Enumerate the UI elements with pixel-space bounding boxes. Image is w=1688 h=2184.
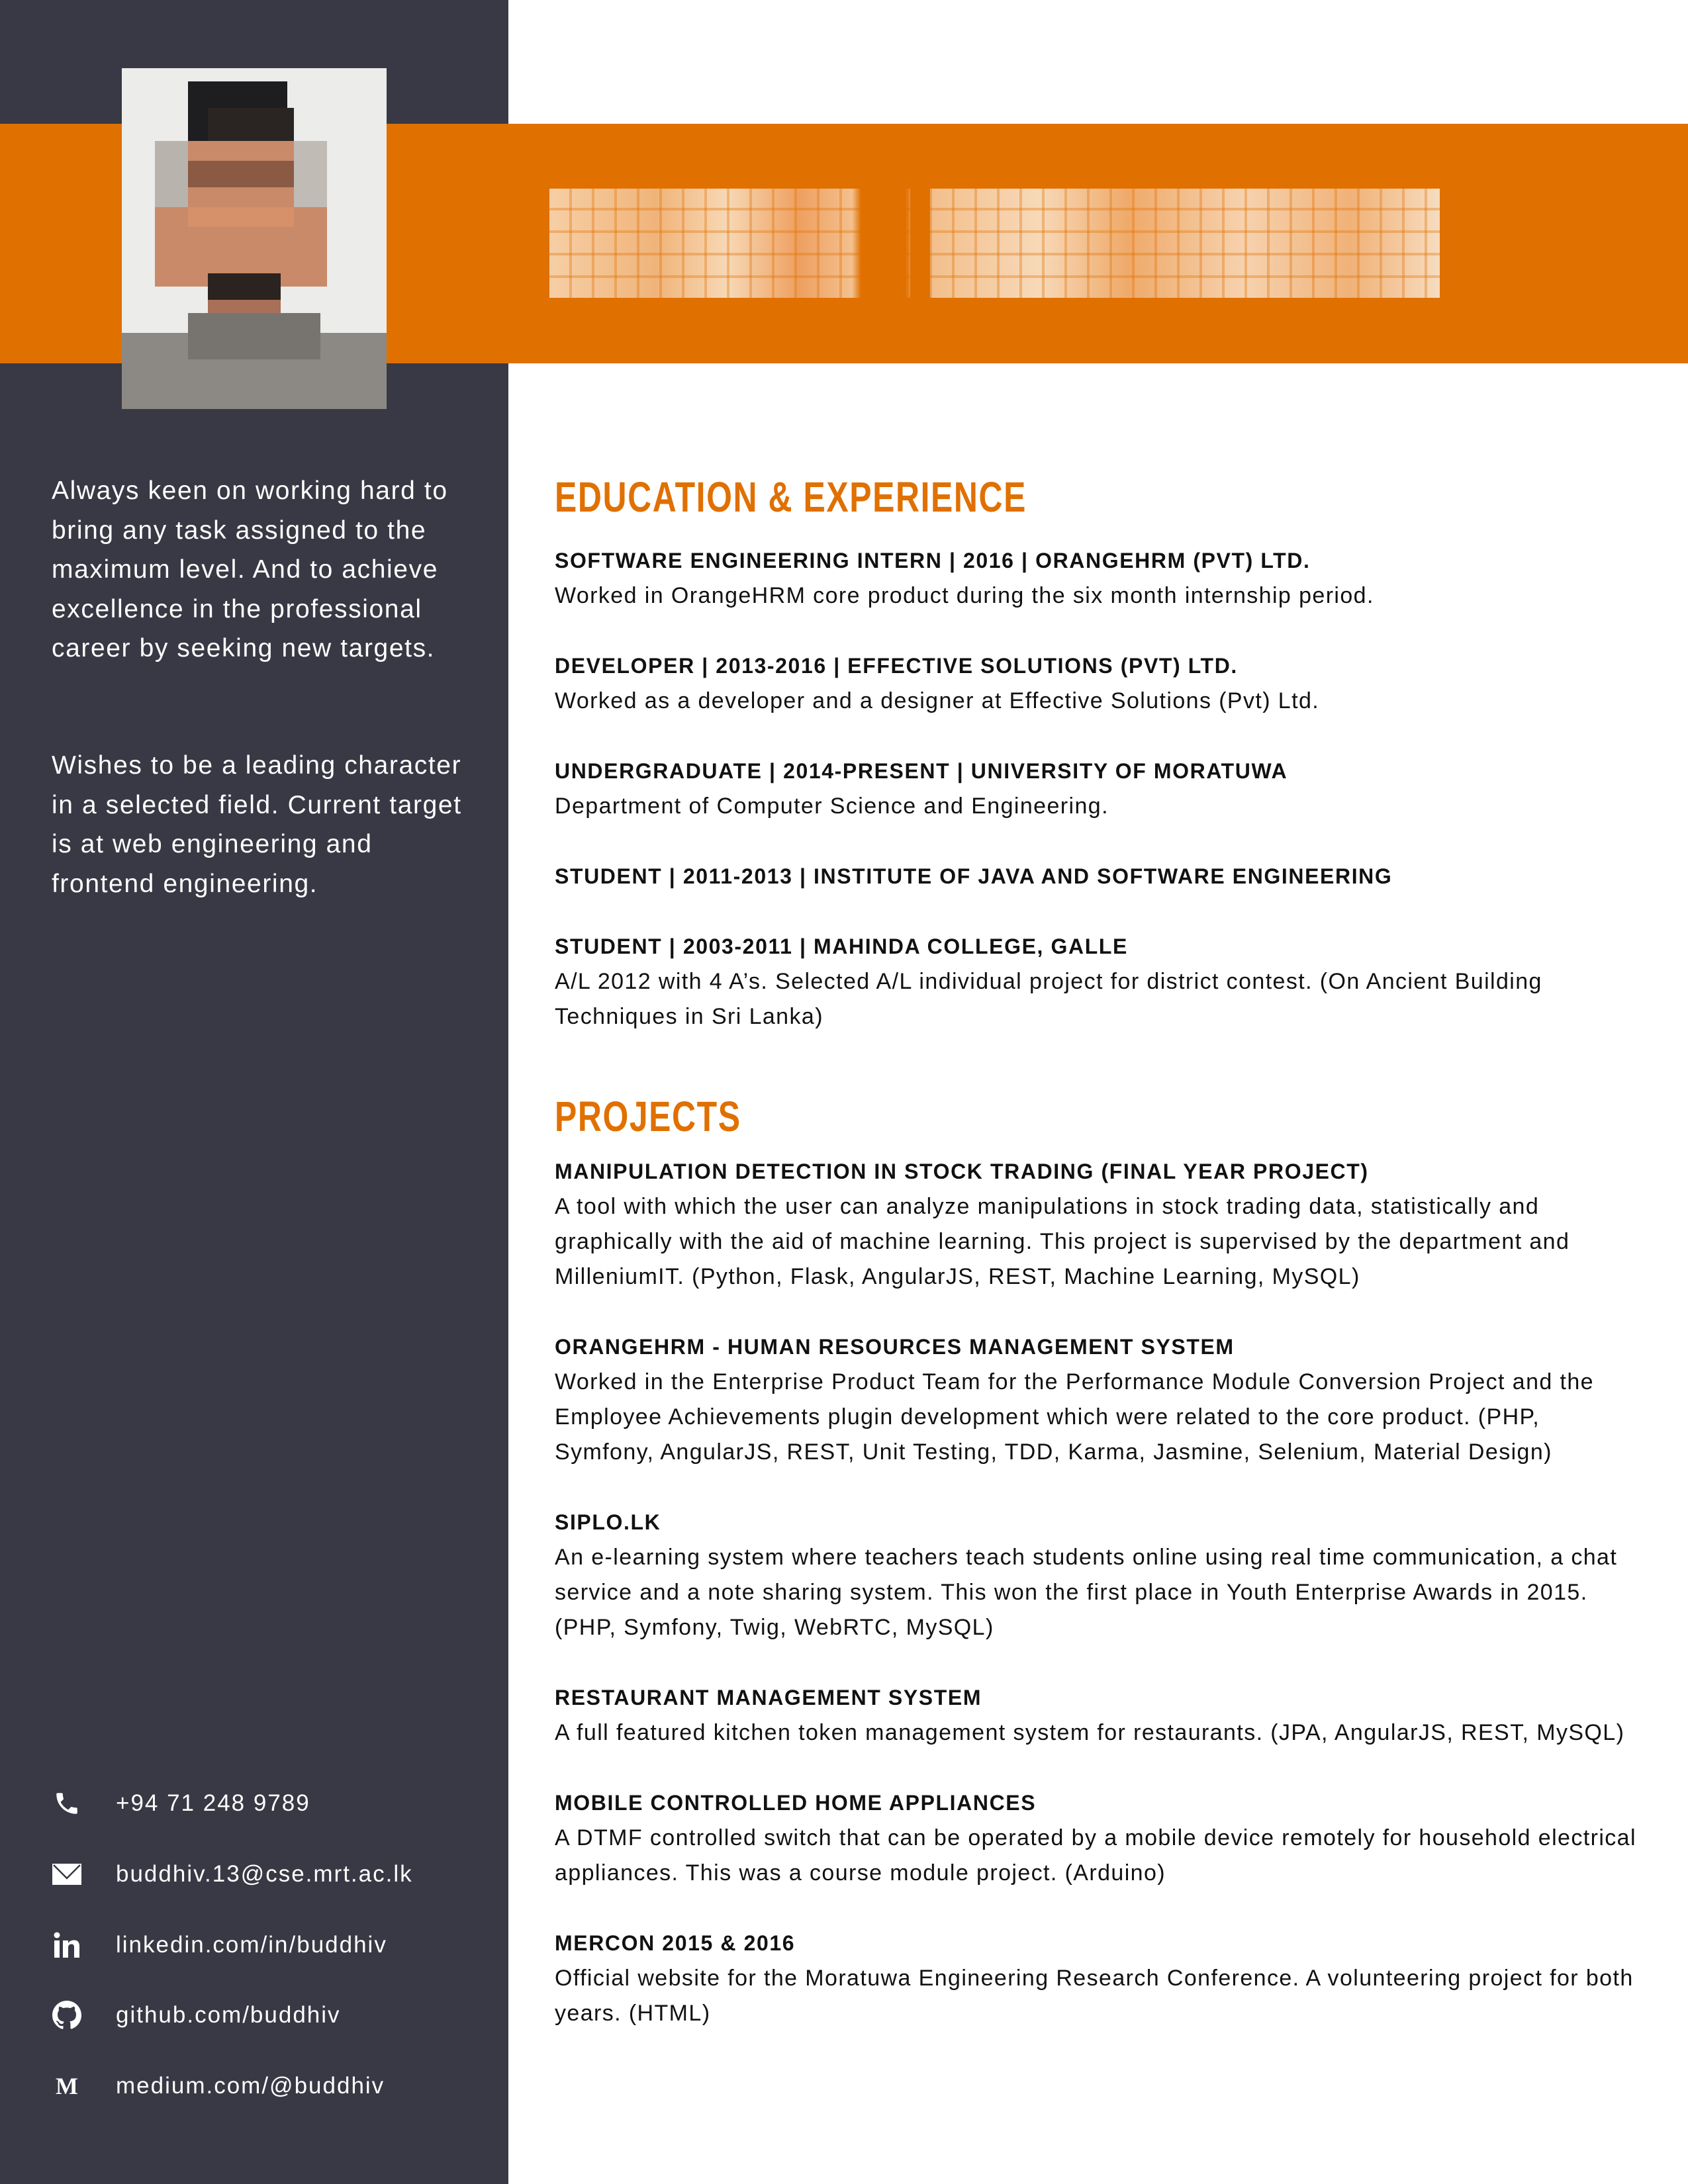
- contact-github[interactable]: [52, 1995, 341, 2035]
- project-entry-title: RESTAURANT MANAGEMENT SYSTEM: [555, 1686, 982, 1709]
- phone-icon: [52, 1788, 82, 1819]
- project-entry: [555, 1926, 1640, 2031]
- project-entry-description: Worked in the Enterprise Product Team for the Performance Module Conversion Project and the Employee Achievements plugin development which were related to the core product. (PHP, Symfony, AngularJS, REST, Unit Testing, TDD, Karma, Jasmine, Selenium, Material Design): [555, 1369, 1594, 1465]
- project-entry-title: SIPLO.LK: [555, 1510, 661, 1534]
- github-text: github.com/buddhiv: [116, 2002, 341, 2028]
- medium-icon: M: [56, 2073, 78, 2099]
- email-text: buddhiv.13@cse.mrt.ac.lk: [116, 1861, 413, 1887]
- name-pixelated: [549, 189, 1440, 298]
- projects-section: [555, 1090, 1640, 2066]
- education-entry: [555, 859, 1640, 894]
- education-entry-description: Worked as a developer and a designer at Effective Solutions (Pvt) Ltd.: [555, 688, 1320, 713]
- education-entry: [555, 649, 1640, 719]
- education-entry-description: Worked in OrangeHRM core product during the six month internship period.: [555, 583, 1374, 608]
- project-entry-title: MOBILE CONTROLLED HOME APPLIANCES: [555, 1791, 1037, 1815]
- project-entry: [555, 1154, 1640, 1295]
- projects-heading: PROJECTS: [555, 1093, 741, 1140]
- education-heading: EDUCATION & EXPERIENCE: [555, 473, 1027, 521]
- profile-photo: [122, 68, 387, 409]
- education-entry: [555, 543, 1640, 614]
- education-entry-title: UNDERGRADUATE | 2014-PRESENT | UNIVERSITY OF MORATUWA: [555, 759, 1288, 783]
- project-entry: [555, 1680, 1640, 1751]
- education-entry: [555, 929, 1640, 1034]
- education-entry: [555, 754, 1640, 824]
- education-entry-title: DEVELOPER | 2013-2016 | EFFECTIVE SOLUTIONS (PVT) LTD.: [555, 654, 1238, 678]
- project-entry-description: A full featured kitchen token management system for restaurants. (JPA, AngularJS, REST, MySQL): [555, 1720, 1625, 1745]
- project-entry: [555, 1505, 1640, 1645]
- github-icon: [52, 2000, 82, 2030]
- medium-text: medium.com/@buddhiv: [116, 2073, 385, 2099]
- education-entry-description: A/L 2012 with 4 A’s. Selected A/L individual project for district contest. (On Ancient Building Techniques in Sri Lanka): [555, 969, 1542, 1029]
- project-entry-title: MERCON 2015 & 2016: [555, 1931, 796, 1955]
- project-entry: [555, 1330, 1640, 1470]
- contact-email[interactable]: [52, 1854, 413, 1894]
- phone-text: +94 71 248 9789: [116, 1790, 310, 1816]
- mail-icon: [52, 1859, 82, 1889]
- contact-medium[interactable]: [52, 2066, 385, 2106]
- project-entry-description: An e-learning system where teachers teach students online using real time communication, a chat service and a note sharing system. This won the first place in Youth Enterprise Awards in 2015. (PHP, Symfony, Twig, WebRTC, MySQL): [555, 1545, 1618, 1640]
- education-entry-title: SOFTWARE ENGINEERING INTERN | 2016 | ORANGEHRM (PVT) LTD.: [555, 549, 1311, 572]
- education-entry-title: STUDENT | 2011-2013 | INSTITUTE OF JAVA AND SOFTWARE ENGINEERING: [555, 864, 1393, 888]
- bio-paragraph-2: Wishes to be a leading character in a selected field. Current target is at web engineering and frontend engineering.: [52, 751, 462, 898]
- education-entry-title: STUDENT | 2003-2011 | MAHINDA COLLEGE, GALLE: [555, 934, 1128, 958]
- bio-paragraph-1: Always keen on working hard to bring any task assigned to the maximum level. And to achieve excellence in the professional career by seeking new targets.: [52, 477, 448, 662]
- project-entry-description: A DTMF controlled switch that can be operated by a mobile device remotely for household electrical appliances. This was a course module project. (Arduino): [555, 1825, 1636, 1886]
- project-entry-title: MANIPULATION DETECTION IN STOCK TRADING (FINAL YEAR PROJECT): [555, 1160, 1369, 1183]
- contact-linkedin[interactable]: [52, 1925, 387, 1965]
- linkedin-icon: [52, 1930, 82, 1960]
- project-entry-description: A tool with which the user can analyze manipulations in stock trading data, statistically and graphically with the aid of machine learning. This project is supervised by the department and MilleniumIT. (Python, Flask, AngularJS, REST, Machine Learning, MySQL): [555, 1194, 1570, 1289]
- contact-phone[interactable]: [52, 1784, 310, 1823]
- project-entry-description: Official website for the Moratuwa Engineering Research Conference. A volunteering project for both years. (HTML): [555, 1966, 1634, 2026]
- linkedin-text: linkedin.com/in/buddhiv: [116, 1932, 387, 1958]
- project-entry-title: ORANGEHRM - HUMAN RESOURCES MANAGEMENT SYSTEM: [555, 1335, 1235, 1359]
- education-entry-description: Department of Computer Science and Engineering.: [555, 794, 1109, 819]
- project-entry: [555, 1786, 1640, 1891]
- education-section: [555, 471, 1640, 1069]
